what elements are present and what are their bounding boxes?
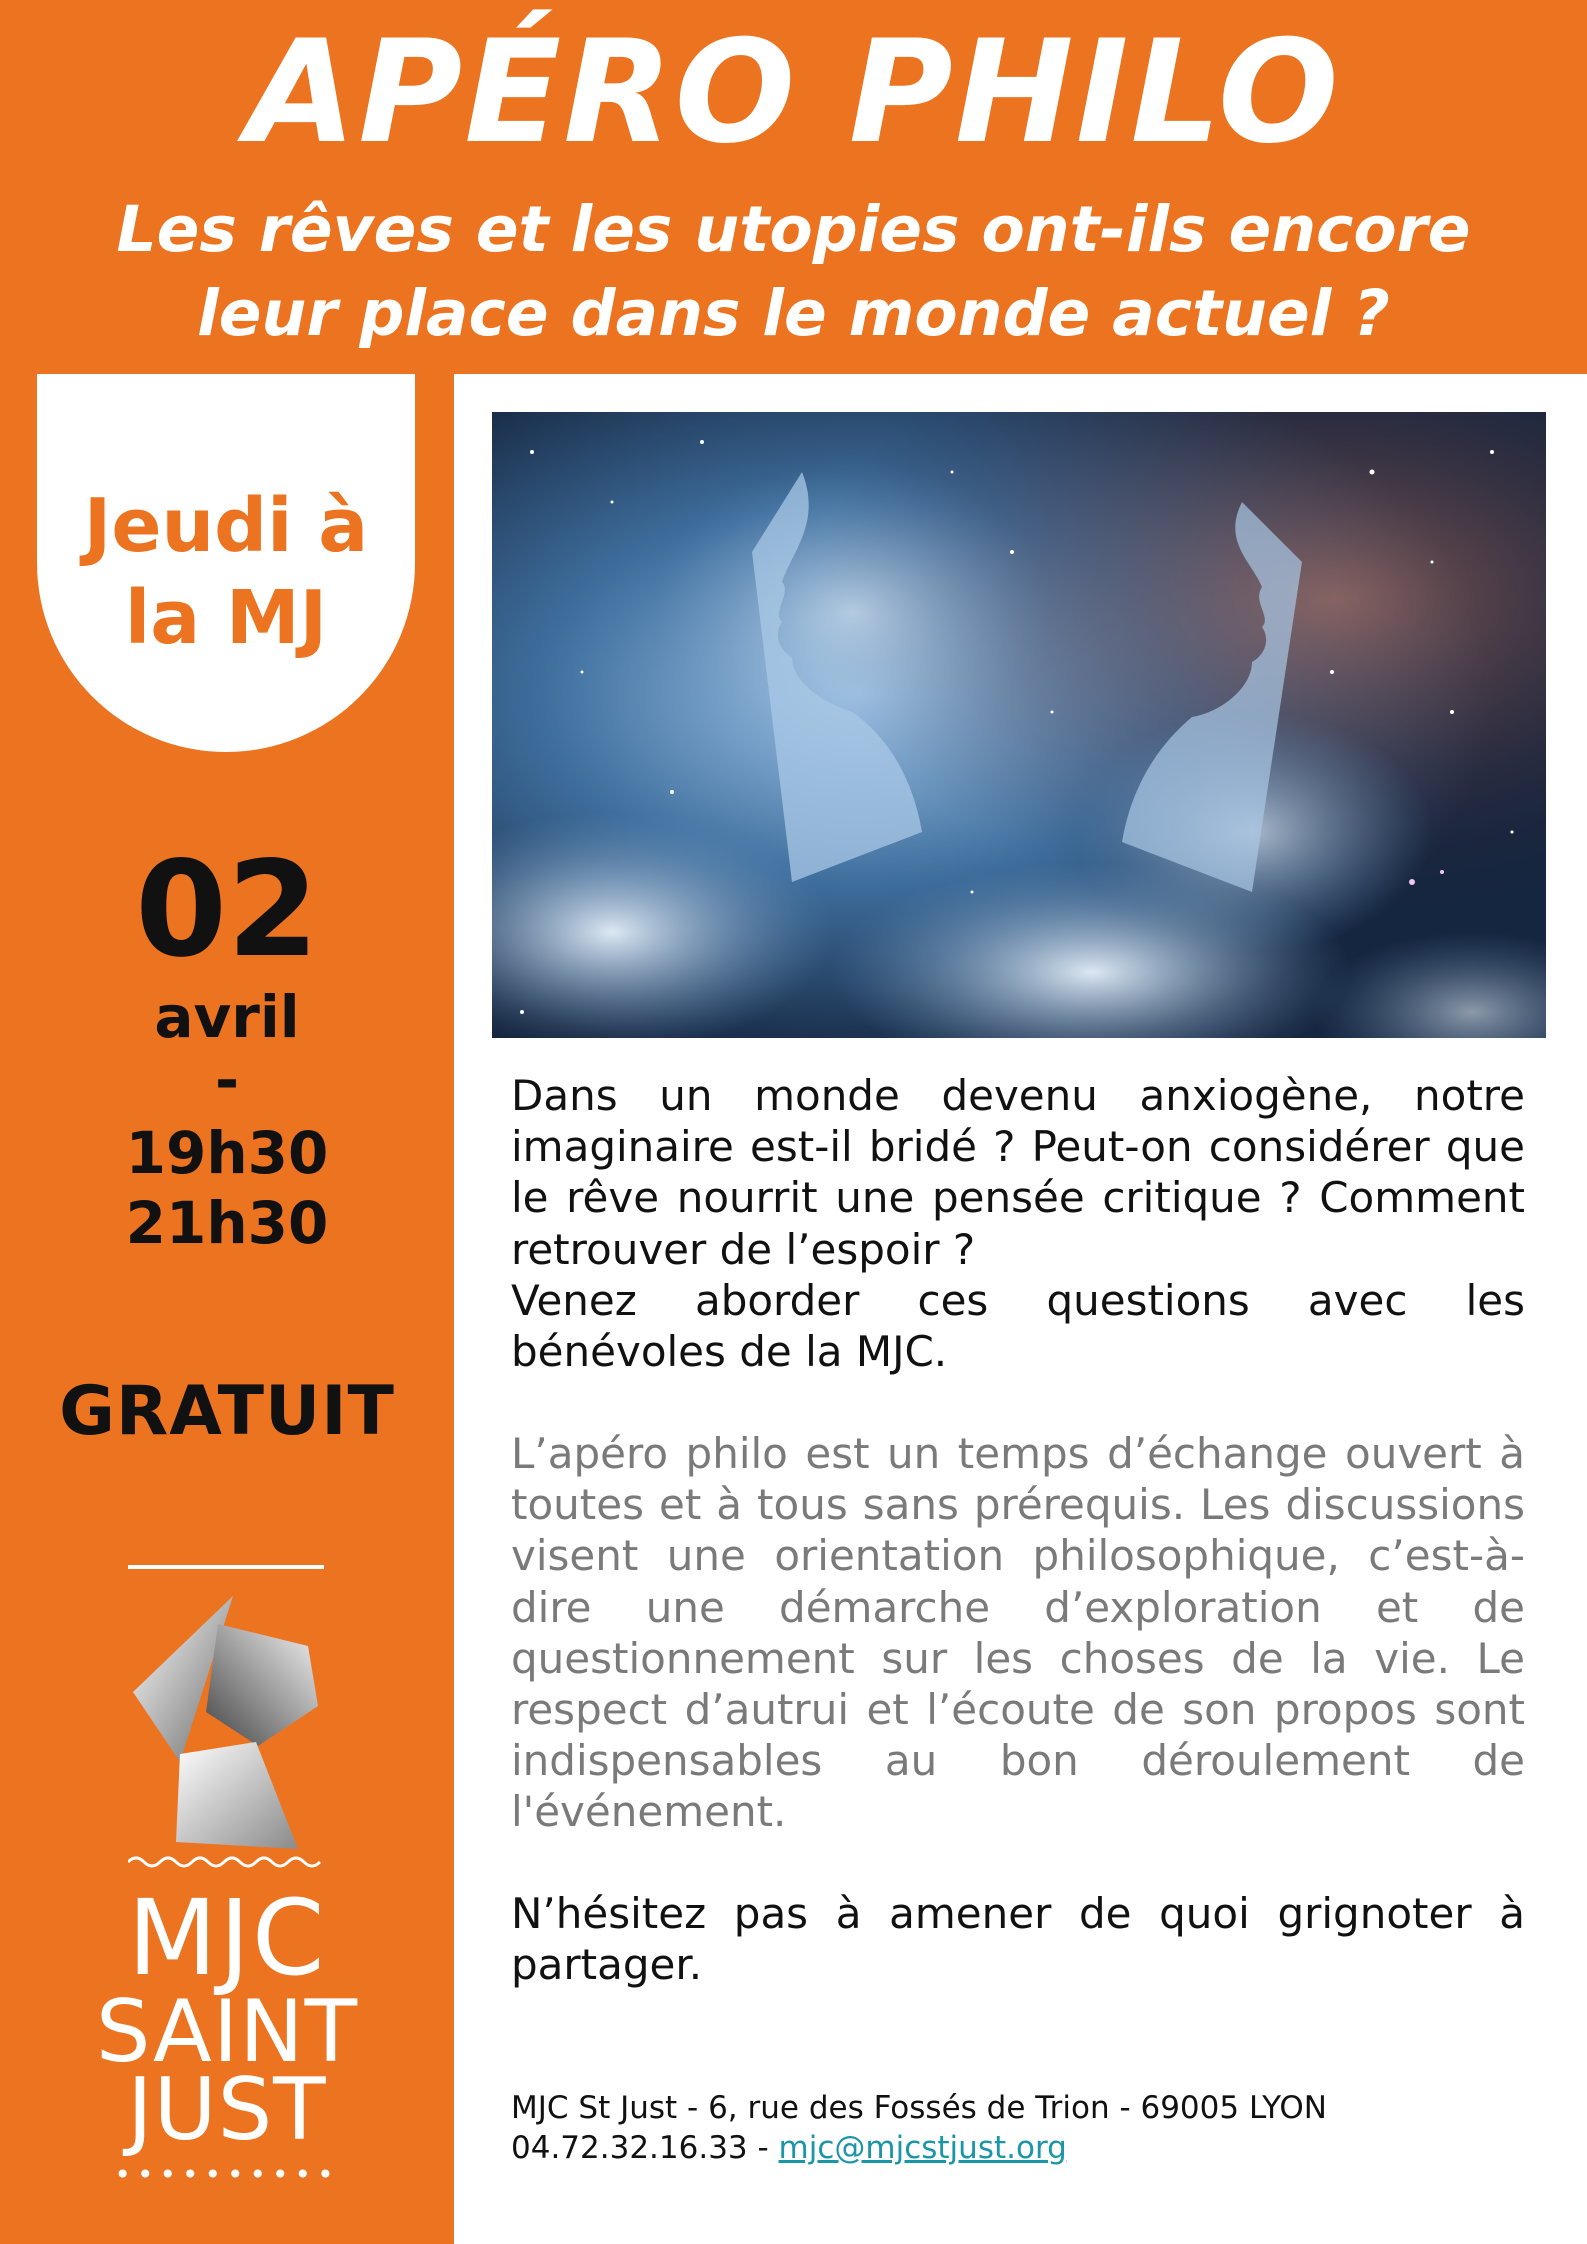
page-subtitle [0, 188, 1587, 356]
snack-note-paragraph: N’hésitez pas à amener de quoi grignoter à partager. [511, 1889, 1525, 1990]
date-separator: - [214, 1046, 240, 1114]
location-badge-text [84, 462, 368, 664]
footer-address: MJC St Just - 6, rue des Fossés de Trion - 69005 LYON [511, 2090, 1327, 2126]
logo-wave-icon [128, 1854, 324, 1870]
subtitle-line-1: Les rêves et les utopies ont-ils encore [116, 193, 1471, 266]
footer-email-link[interactable]: mjc@mjcstjust.org [778, 2130, 1067, 2166]
logo-just-text: JUST [127, 2060, 327, 2160]
badge-line-2: la MJ [124, 575, 328, 661]
intro-paragraph [511, 1070, 1525, 1377]
sidebar-divider [128, 1565, 324, 1569]
header-banner [0, 0, 1587, 374]
contact-footer [511, 2088, 1531, 2168]
subtitle-line-2: leur place dans le monde actuel ? [197, 277, 1390, 350]
event-start-time: 19h30 [125, 1119, 329, 1187]
logo-saint-text: SAINT [95, 1982, 359, 2082]
dream-faces-nebula-image [492, 412, 1546, 1038]
description-paragraph: L’apéro philo est un temps d’échange ouvert à toutes et à tous sans prérequis. Les discussions visent une orientation philosophique, c’est-à-dire une démarche d’exploration et de questionnement sur les choses de la vie. Le respect d’autrui et l’écoute de son propos sont indispensables au bon déroulement de l'événement. [511, 1429, 1525, 1837]
intro-invitation: Venez aborder ces questions avec les bénévoles de la MJC. [511, 1275, 1525, 1377]
event-price: GRATUIT [59, 1372, 395, 1451]
logo-mjc-text: MJC [127, 1877, 327, 1999]
footer-phone: 04.72.32.16.33 - [511, 2130, 779, 2166]
mjc-logo-icon [118, 1594, 328, 1856]
info-sidebar [0, 374, 454, 2244]
location-badge [37, 374, 415, 752]
badge-line-1: Jeudi à [83, 483, 369, 569]
event-month: avril [154, 983, 300, 1051]
logo-dots-icon: •••••••••• [114, 2158, 340, 2191]
page-title: APÉRO PHILO [246, 10, 1341, 175]
intro-questions: Dans un monde devenu anxiogène, notre imaginaire est-il bridé ? Peut-on considérer que le rêve nourrit une pensée critique ? Comment retrouver de l’espoir ? [511, 1071, 1525, 1274]
footer-contact-line [511, 2128, 1531, 2168]
event-day: 02 [135, 833, 319, 987]
event-end-time: 21h30 [125, 1189, 329, 1257]
